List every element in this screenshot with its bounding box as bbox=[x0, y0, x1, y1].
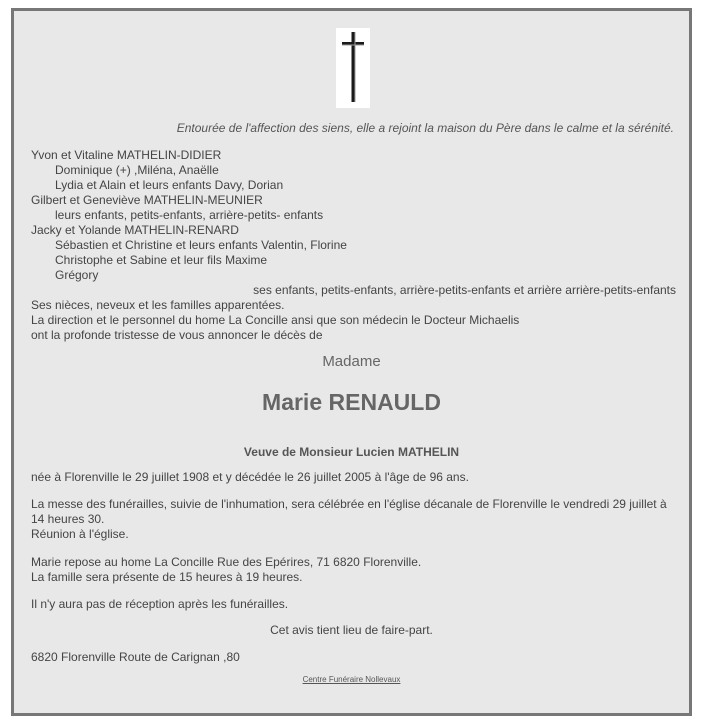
descendants-line: ses enfants, petits-enfants, arrière-petits-enfants et arrière arrière-petits-enfants bbox=[253, 283, 676, 297]
cross-image bbox=[336, 28, 370, 108]
rests-at-text: Marie repose au home La Concille Rue des Epérires, 71 6820 Florenville. bbox=[31, 555, 422, 569]
intro-text: Entourée de l'affection des siens, elle a rejoint la maison du Père dans le calme et la sérénité. bbox=[176, 121, 674, 135]
mourner-line: Sébastien et Christine et leurs enfants Valentin, Florine bbox=[55, 238, 347, 252]
latin-cross-icon bbox=[336, 28, 370, 108]
address-text: 6820 Florenville Route de Carignan ,80 bbox=[31, 650, 240, 664]
mourners-list bbox=[31, 148, 676, 343]
funeral-mass-block bbox=[31, 497, 671, 542]
funeral-mass-text: La messe des funérailles, suivie de l'inhumation, sera célébrée en l'église décanale de Florenville le vendredi 29 juillet à 14 heures 30. bbox=[31, 497, 667, 526]
mourner-line: leurs enfants, petits-enfants, arrière-petits- enfants bbox=[55, 208, 324, 222]
family-present-text: La famille sera présente de 15 heures à 19 heures. bbox=[31, 570, 303, 584]
mourner-line: Gilbert et Geneviève MATHELIN-MEUNIER bbox=[31, 193, 263, 207]
deceased-name: Marie RENAULD bbox=[262, 389, 441, 415]
widow-of-line: Veuve de Monsieur Lucien MATHELIN bbox=[243, 445, 460, 459]
mourner-line: Grégory bbox=[55, 268, 99, 282]
meeting-text: Réunion à l'église. bbox=[31, 527, 129, 541]
funeral-home-link[interactable]: Centre Funéraire Nollevaux bbox=[302, 675, 401, 684]
mourner-line: Dominique (+) ,Miléna, Anaëlle bbox=[55, 163, 219, 177]
obituary-card bbox=[11, 8, 692, 716]
notice-text: Cet avis tient lieu de faire-part. bbox=[270, 623, 433, 637]
mourner-line: Lydia et Alain et leurs enfants Davy, Dorian bbox=[55, 178, 284, 192]
relatives-line: Ses nièces, neveux et les familles apparentées. bbox=[31, 298, 285, 312]
birth-death-text: née à Florenville le 29 juillet 1908 et y décédée le 26 juillet 2005 à l'âge de 96 ans. bbox=[31, 470, 469, 484]
mourner-line: Christophe et Sabine et leur fils Maxime bbox=[55, 253, 268, 267]
direction-line: La direction et le personnel du home La Concille ansi que son médecin le Docteur Michaelis bbox=[31, 313, 520, 327]
title-madame: Madame bbox=[322, 353, 381, 370]
mourner-line: Jacky et Yolande MATHELIN-RENARD bbox=[31, 223, 239, 237]
mourner-line: Yvon et Vitaline MATHELIN-DIDIER bbox=[31, 148, 222, 162]
no-reception-text: Il n'y aura pas de réception après les funérailles. bbox=[31, 597, 289, 611]
visitation-block bbox=[31, 555, 671, 585]
announce-line: ont la profonde tristesse de vous annoncer le décès de bbox=[31, 328, 323, 342]
